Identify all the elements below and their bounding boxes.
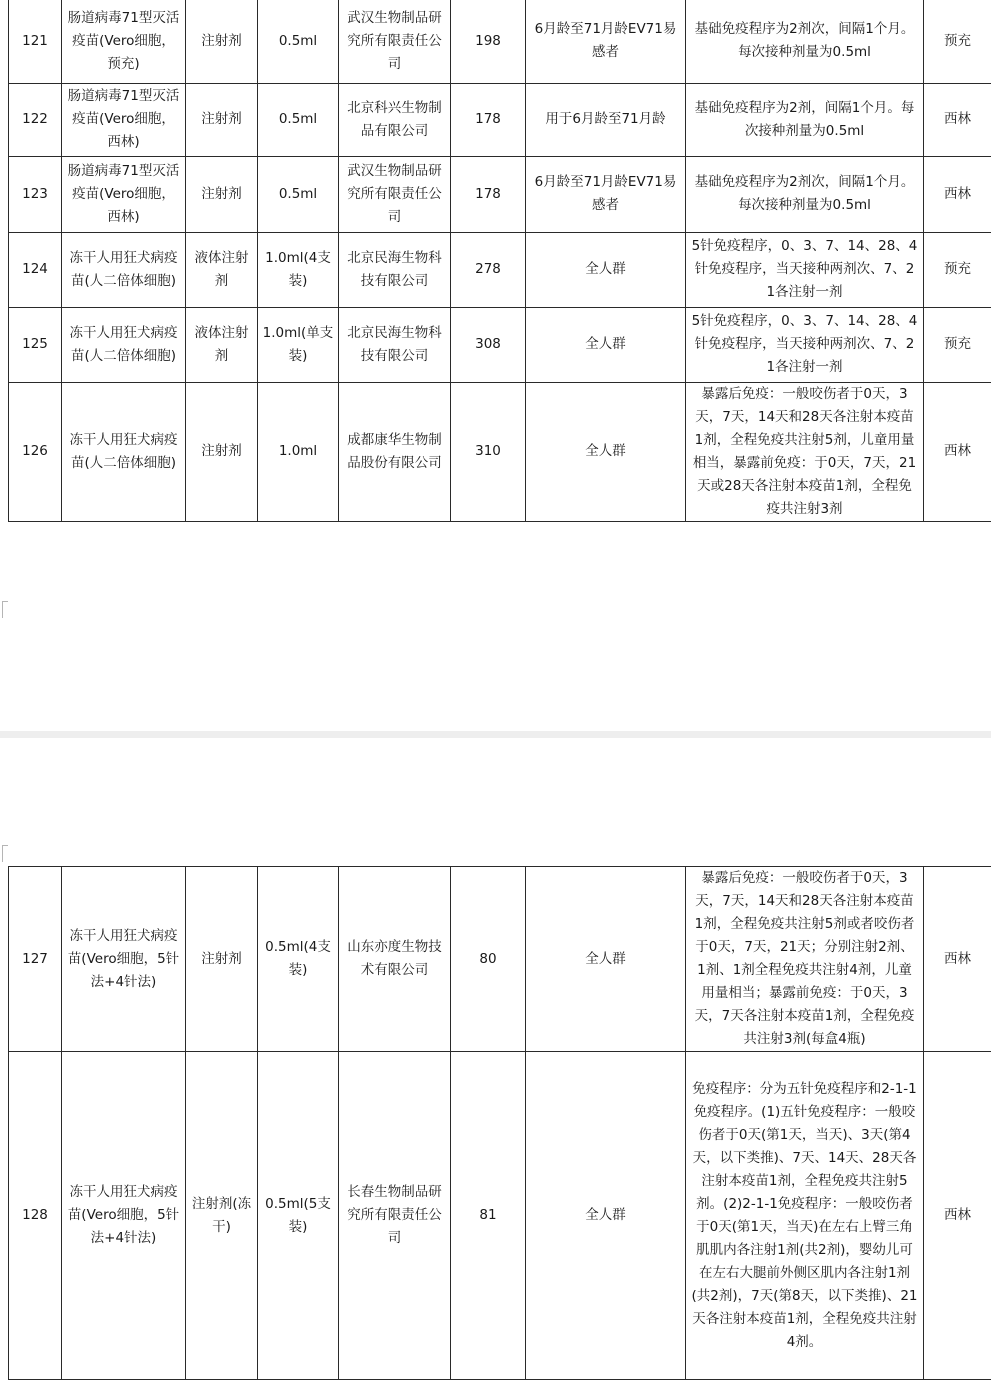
cell-manufacturer: 山东亦度生物技术有限公司: [339, 867, 451, 1052]
table-row: [9, 83, 991, 156]
table-row: [9, 0, 991, 83]
cell-dosage-form: 注射剂: [186, 156, 258, 232]
cell-package-type: 西林: [924, 83, 991, 156]
cell-price: 178: [451, 156, 526, 232]
cell-target-population: 全人群: [526, 1052, 686, 1380]
cell-specification: 0.5ml: [258, 0, 339, 83]
page-corner-mark: [2, 601, 8, 618]
cell-immunization-schedule: 免疫程序：分为五针免疫程序和2-1-1免疫程序。(1)五针免疫程序：一般咬伤者于0天(第1天，当天)、3天(第4天，以下类推)、7天、14天、28天各注射本疫苗1剂，全程免疫共注射5剂。(2)2-1-1免疫程序：一般咬伤者于0天(第1天，当天)在左右上臂三角肌肌内各注射1剂(共2剂)，婴幼儿可在左右大腿前外侧区肌内各注射1剂(共2剂)，7天(第8天，以下类推)、21天各注射本疫苗1剂，全程免疫共注射4剂。: [686, 1052, 924, 1380]
cell-immunization-schedule: 5针免疫程序，0、3、7、14、28、4针免疫程序，当天接种两剂次、7、21各注射一剂: [686, 307, 924, 382]
cell-specification: 1.0ml(单支装): [258, 307, 339, 382]
cell-immunization-schedule: 暴露后免疫：一般咬伤者于0天，3天，7天，14天和28天各注射本疫苗1剂，全程免疫共注射5剂，儿童用量相当，暴露前免疫：于0天，7天，21天或28天各注射本疫苗1剂，全程免疫共注射3剂: [686, 382, 924, 521]
cell-manufacturer: 成都康华生物制品股份有限公司: [339, 382, 451, 521]
cell-number: 121: [9, 0, 62, 83]
cell-number: 128: [9, 1052, 62, 1380]
table-row: [9, 307, 991, 382]
page-corner-mark: [2, 845, 8, 862]
cell-price: 308: [451, 307, 526, 382]
cell-package-type: 西林: [924, 156, 991, 232]
cell-immunization-schedule: 暴露后免疫：一般咬伤者于0天，3天，7天，14天和28天各注射本疫苗1剂，全程免疫共注射5剂或者咬伤者于0天，7天，21天；分别注射2剂、1剂、1剂全程免疫共注射4剂，儿童用量相当；暴露前免疫：于0天，3天，7天各注射本疫苗1剂，全程免疫共注射3剂(每盒4瓶): [686, 867, 924, 1052]
table-row: [9, 382, 991, 521]
cell-manufacturer: 武汉生物制品研究所有限责任公司: [339, 0, 451, 83]
cell-specification: 0.5ml(5支装): [258, 1052, 339, 1380]
cell-number: 124: [9, 232, 62, 307]
cell-price: 81: [451, 1052, 526, 1380]
cell-dosage-form: 液体注射剂: [186, 232, 258, 307]
cell-number: 127: [9, 867, 62, 1052]
cell-package-type: 预充: [924, 307, 991, 382]
cell-vaccine-name: 肠道病毒71型灭活疫苗(Vero细胞，西林): [62, 83, 186, 156]
cell-target-population: 全人群: [526, 867, 686, 1052]
cell-target-population: 用于6月龄至71月龄: [526, 83, 686, 156]
cell-number: 123: [9, 156, 62, 232]
cell-immunization-schedule: 基础免疫程序为2剂次，间隔1个月。每次接种剂量为0.5ml: [686, 0, 924, 83]
cell-package-type: 西林: [924, 1052, 991, 1380]
cell-manufacturer: 武汉生物制品研究所有限责任公司: [339, 156, 451, 232]
cell-price: 310: [451, 382, 526, 521]
cell-price: 178: [451, 83, 526, 156]
cell-target-population: 全人群: [526, 232, 686, 307]
cell-dosage-form: 液体注射剂: [186, 307, 258, 382]
cell-immunization-schedule: 基础免疫程序为2剂次，间隔1个月。每次接种剂量为0.5ml: [686, 156, 924, 232]
cell-number: 125: [9, 307, 62, 382]
cell-package-type: 西林: [924, 867, 991, 1052]
cell-manufacturer: 北京民海生物科技有限公司: [339, 307, 451, 382]
cell-vaccine-name: 冻干人用狂犬病疫苗(人二倍体细胞): [62, 307, 186, 382]
cell-dosage-form: 注射剂: [186, 382, 258, 521]
cell-target-population: 全人群: [526, 382, 686, 521]
table-row: [9, 232, 991, 307]
cell-dosage-form: 注射剂(冻干): [186, 1052, 258, 1380]
vaccine-table-bottom: [8, 866, 991, 1380]
cell-package-type: 预充: [924, 232, 991, 307]
cell-manufacturer: 北京科兴生物制品有限公司: [339, 83, 451, 156]
cell-price: 198: [451, 0, 526, 83]
cell-vaccine-name: 肠道病毒71型灭活疫苗(Vero细胞，西林): [62, 156, 186, 232]
cell-vaccine-name: 冻干人用狂犬病疫苗(Vero细胞，5针法+4针法): [62, 867, 186, 1052]
cell-vaccine-name: 冻干人用狂犬病疫苗(人二倍体细胞): [62, 232, 186, 307]
table-row: [9, 867, 991, 1052]
cell-manufacturer: 长春生物制品研究所有限责任公司: [339, 1052, 451, 1380]
cell-specification: 1.0ml: [258, 382, 339, 521]
cell-number: 122: [9, 83, 62, 156]
cell-vaccine-name: 肠道病毒71型灭活疫苗(Vero细胞，预充): [62, 0, 186, 83]
cell-target-population: 全人群: [526, 307, 686, 382]
cell-immunization-schedule: 基础免疫程序为2剂，间隔1个月。每次接种剂量为0.5ml: [686, 83, 924, 156]
cell-specification: 0.5ml: [258, 83, 339, 156]
cell-specification: 1.0ml(4支装): [258, 232, 339, 307]
cell-package-type: 西林: [924, 382, 991, 521]
cell-target-population: 6月龄至71月龄EV71易感者: [526, 156, 686, 232]
vaccine-table-top: [8, 0, 991, 522]
table-row: [9, 1052, 991, 1380]
table-row: [9, 156, 991, 232]
cell-dosage-form: 注射剂: [186, 867, 258, 1052]
cell-immunization-schedule: 5针免疫程序，0、3、7、14、28、4针免疫程序，当天接种两剂次、7、21各注射一剂: [686, 232, 924, 307]
cell-vaccine-name: 冻干人用狂犬病疫苗(Vero细胞，5针法+4针法): [62, 1052, 186, 1380]
cell-target-population: 6月龄至71月龄EV71易感者: [526, 0, 686, 83]
cell-price: 80: [451, 867, 526, 1052]
cell-specification: 0.5ml(4支装): [258, 867, 339, 1052]
cell-package-type: 预充: [924, 0, 991, 83]
cell-number: 126: [9, 382, 62, 521]
cell-manufacturer: 北京民海生物科技有限公司: [339, 232, 451, 307]
cell-specification: 0.5ml: [258, 156, 339, 232]
cell-vaccine-name: 冻干人用狂犬病疫苗(人二倍体细胞): [62, 382, 186, 521]
page-separator: [0, 731, 991, 738]
cell-dosage-form: 注射剂: [186, 83, 258, 156]
cell-dosage-form: 注射剂: [186, 0, 258, 83]
cell-price: 278: [451, 232, 526, 307]
